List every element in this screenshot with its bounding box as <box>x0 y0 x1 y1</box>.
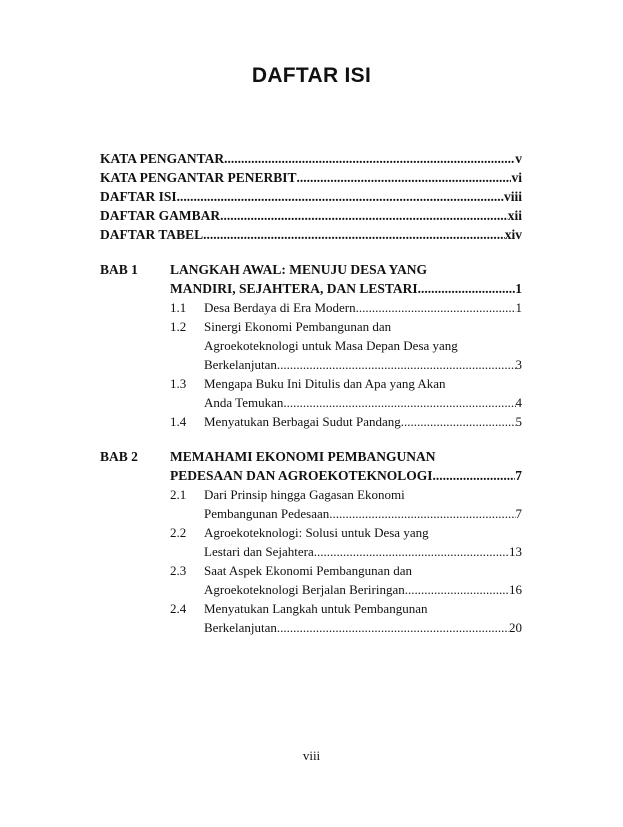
toc-entry-label: DAFTAR GAMBAR <box>100 208 221 223</box>
section-title-line <box>204 412 522 431</box>
dot-leader <box>418 279 516 298</box>
toc-section-1-4[interactable] <box>100 412 522 431</box>
section-title-text: Desa Berdaya di Era Modern <box>204 300 356 315</box>
dot-leader <box>401 412 516 431</box>
chapter-2 <box>100 447 522 637</box>
dot-leader <box>329 504 515 523</box>
toc-entry-front-1[interactable] <box>100 168 522 187</box>
toc-entry-page: vi <box>511 170 522 185</box>
section-page: 7 <box>515 506 522 521</box>
front-matter-list <box>100 149 522 244</box>
section-title-text: Mengapa Buku Ini Ditulis dan Apa yang Akan <box>204 376 446 391</box>
dot-leader <box>277 355 516 374</box>
section-title-text: Anda Temukan <box>204 395 284 410</box>
section-number: 1.2 <box>170 319 187 334</box>
section-title-line <box>204 317 522 336</box>
dot-leader <box>220 206 508 225</box>
section-title-text: Agroekoteknologi Berjalan Beriringan <box>204 582 405 597</box>
toc-entry-page: viii <box>503 189 522 204</box>
section-title-line <box>204 504 522 523</box>
section-number: 2.2 <box>170 525 187 540</box>
section-title-line <box>204 336 522 355</box>
toc-section-2-3[interactable] <box>100 561 522 599</box>
toc-entry-front-0[interactable] <box>100 149 522 168</box>
chapter-title-line <box>170 466 522 485</box>
chapter-title-line <box>170 279 522 298</box>
dot-leader <box>297 168 512 187</box>
chapter-title-text: MANDIRI, SEJAHTERA, DAN LESTARI <box>170 281 418 296</box>
section-number: 1.3 <box>170 376 187 391</box>
toc-entry-page: v <box>515 151 522 166</box>
chapter-label: BAB 1 <box>100 262 138 277</box>
chapter-title-line <box>170 260 522 279</box>
dot-leader <box>314 542 509 561</box>
section-title-text: Lestari dan Sejahtera <box>204 544 314 559</box>
toc-entry-front-2[interactable] <box>100 187 522 206</box>
chapter-page: 7 <box>515 468 522 483</box>
section-page: 4 <box>515 395 522 410</box>
section-title-line <box>204 298 522 317</box>
chapter-2-heading[interactable] <box>100 447 522 485</box>
chapter-1 <box>100 260 522 431</box>
page-number: viii <box>302 748 321 763</box>
section-title-line <box>204 485 522 504</box>
toc-entry-label: DAFTAR ISI <box>100 189 177 204</box>
toc-section-1-1[interactable] <box>100 298 522 317</box>
section-page: 5 <box>515 414 522 429</box>
section-number: 2.1 <box>170 487 187 502</box>
section-title-line <box>204 561 522 580</box>
toc-section-2-4[interactable] <box>100 599 522 637</box>
section-title-line <box>204 393 522 412</box>
toc-section-1-3[interactable] <box>100 374 522 412</box>
chapter-title-line <box>170 447 522 466</box>
toc-entry-label: KATA PENGANTAR PENERBIT <box>100 170 297 185</box>
toc-entry-front-3[interactable] <box>100 206 522 225</box>
section-title-line <box>204 374 522 393</box>
dot-leader <box>224 149 515 168</box>
toc-entry-label: DAFTAR TABEL <box>100 227 204 242</box>
section-page: 3 <box>515 357 522 372</box>
section-title-line <box>204 542 522 561</box>
dot-leader <box>433 466 516 485</box>
section-page: 20 <box>509 620 522 635</box>
section-title-text: Berkelanjutan <box>204 357 277 372</box>
section-title-text: Menyatukan Langkah untuk Pembangunan <box>204 601 428 616</box>
dot-leader <box>283 393 515 412</box>
toc-entry-front-4[interactable] <box>100 225 522 244</box>
section-title-text: Dari Prinsip hingga Gagasan Ekonomi <box>204 487 405 502</box>
table-of-contents <box>100 149 522 637</box>
chapter-label: BAB 2 <box>100 449 138 464</box>
chapter-page: 1 <box>515 281 522 296</box>
chapter-title-text: LANGKAH AWAL: MENUJU DESA YANG <box>170 262 428 277</box>
section-number: 1.1 <box>170 300 187 315</box>
page-title: DAFTAR ISI <box>251 64 372 87</box>
section-title-text: Sinergi Ekonomi Pembangunan dan <box>204 319 392 334</box>
section-title-line <box>204 580 522 599</box>
dot-leader <box>177 187 504 206</box>
section-title-text: Pembangunan Pedesaan <box>204 506 330 521</box>
toc-section-2-2[interactable] <box>100 523 522 561</box>
dot-leader <box>203 225 505 244</box>
section-number: 2.4 <box>170 601 187 616</box>
section-number: 1.4 <box>170 414 187 429</box>
section-title-text: Agroekoteknologi untuk Masa Depan Desa yang <box>204 338 458 353</box>
section-number: 2.3 <box>170 563 187 578</box>
chapter-title-text: MEMAHAMI EKONOMI PEMBANGUNAN <box>170 449 436 464</box>
toc-entry-page: xiv <box>504 227 522 242</box>
toc-section-1-2[interactable] <box>100 317 522 374</box>
section-page: 1 <box>515 300 522 315</box>
toc-entry-label: KATA PENGANTAR <box>100 151 225 166</box>
section-title-line <box>204 355 522 374</box>
section-page: 13 <box>509 544 522 559</box>
dot-leader <box>356 298 516 317</box>
section-title-text: Menyatukan Berbagai Sudut Pandang <box>204 414 401 429</box>
section-page: 16 <box>509 582 522 597</box>
section-title-text: Berkelanjutan <box>204 620 277 635</box>
toc-section-2-1[interactable] <box>100 485 522 523</box>
section-title-text: Saat Aspek Ekonomi Pembangunan dan <box>204 563 412 578</box>
section-title-line <box>204 599 522 618</box>
dot-leader <box>277 618 509 637</box>
toc-entry-page: xii <box>507 208 522 223</box>
section-title-text: Agroekoteknologi: Solusi untuk Desa yang <box>204 525 429 540</box>
dot-leader <box>405 580 509 599</box>
section-title-line <box>204 618 522 637</box>
chapter-1-heading[interactable] <box>100 260 522 298</box>
chapter-title-text: PEDESAAN DAN AGROEKOTEKNOLOGI <box>170 468 433 483</box>
section-title-line <box>204 523 522 542</box>
